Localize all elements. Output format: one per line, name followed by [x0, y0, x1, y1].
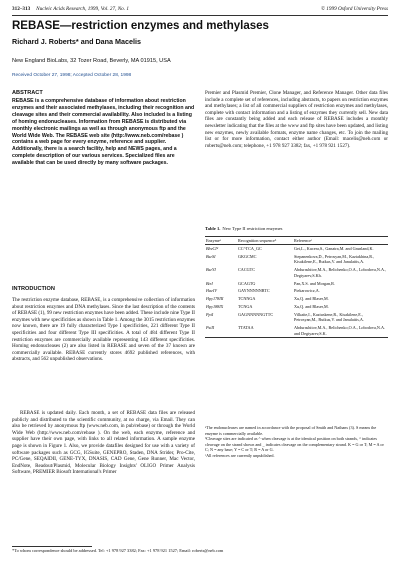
table-row	[205, 245, 388, 253]
recognition-sequence: TTATAA	[238, 325, 254, 331]
table-row	[205, 280, 388, 288]
reference: Xu,Q. and Blaser,M.	[294, 303, 329, 309]
table-row	[205, 324, 388, 338]
reference: Xu,Q. and Blaser,M.	[294, 296, 329, 302]
table-notes	[205, 425, 388, 458]
table-caption-text: New Type II restriction enzymes	[222, 226, 283, 231]
enzyme-name: Hpy178III	[206, 296, 224, 302]
abstract-text: REBASE is a comprehensive database of information about restriction enzymes and their associated methylases, including their recognition and cleavage sites and their commercial availability. Also included is a listing of homing endonucleases. Information from REBASE is distributed via monthly electronic mailings as well as through anonymous ftp and the World Wide Web. The REBASE web site (http://www.neb.com/rebase ) contains a web page for every enzyme, reference and supplier. Additionally, there is a search facility, help and NEWS pages, and a complete description of our various services. Specialized files are available that can be used directly by many software packages.	[12, 98, 195, 167]
right-column-paragraph: Premier and Plasmid Premier, Clone Manager, and Reference Manager. Other data files include a complete set of references, including abstracts, to papers on restriction enzymes and methylases; a list of all commercial suppliers of restriction enzymes and methylases, complete with contact information and a listing of enzymes they currently sell. New data files are constantly being added and each release of REBASE includes a monthly newsletter indicating that the files at the www and ftp sites have been updated, and listing new enzymes, newly available formats, enzyme name changes, etc. To join the mailing list or for more information, contact either author (Email: macelis@neb.com or roberts@neb.com; telephone, +1 978 927 3382; fax, +1 978 921 1527).	[205, 90, 388, 149]
recognition-sequence: CC^TCA_GC	[238, 246, 262, 252]
paper-authors: Richard J. Roberts* and Dana Macelis	[12, 37, 142, 46]
recognition-sequence: TCNGA	[238, 303, 253, 309]
recognition-sequence: GAGNNNNNGTTC	[238, 311, 274, 317]
recognition-sequence: GCAGTG	[238, 280, 256, 286]
reference: Vilkaite,I., Kaziuskene,R., Kisakilene,E., Petrosyan,M., Butkus,V. and Janulaitis,A.	[294, 311, 364, 323]
table-note: ᶜAll references are currently unpublished.	[205, 452, 275, 458]
reference: Stepanenkova,D., Petrosyan,M., Kaziakhina,R., Kisakilene,E., Butkus,V. and Janulaitis,A.	[294, 253, 375, 265]
table-caption	[205, 226, 282, 231]
enzyme-name: BtrI	[206, 280, 213, 286]
column-header-recognition-sequence: Recognition sequenceᵇ	[238, 238, 277, 243]
table-row	[205, 295, 388, 303]
introduction-paragraph-2: REBASE is updated daily. Each month, a set of REBASE data files are released publicly and distributed to the scientific community, at no charge, via Email. They can also be retrieved by anonymous ftp (www.neb.com, in pub/rebase) or through the World Wide Web (http://www.neb.com/rebase ). On the web, each enzyme, reference and supplier have their own page, with links to all related information. A sample enzyme page is shown in Figure 1. Also, we provide datafiles designed for use with a variety of software packages such as GCG, IGSuite, GENEPRO, Staden, DNA Strider, Pro-Cite, PC/Gene, SEQAIDII, GENE-TYX, DNASIS, CAD Gene, Gene Runner, Mac Vector, EndNote, Readout/Plasmid, Molecular Biology Insights' OLIGO Primer Analysis Software, PREMIER Biosoft International's Primer	[12, 410, 195, 476]
received-date: Received October 27, 1998; Accepted October 28, 1998	[12, 73, 132, 78]
table-header-row	[205, 237, 388, 245]
affiliation: New England BioLabs, 32 Tozer Road, Beverly, MA 01915, USA	[12, 58, 171, 64]
table-row	[205, 266, 388, 279]
enzyme-name: HaeIV	[206, 288, 217, 294]
abstract-heading: ABSTRACT	[12, 90, 43, 96]
enzyme-name: BseSI	[206, 253, 216, 259]
enzyme-table	[205, 236, 388, 338]
recognition-sequence: TCNNGA	[238, 296, 256, 302]
header-pages: 312–313	[12, 6, 31, 12]
header-copyright: © 1999 Oxford University Press	[321, 6, 388, 12]
correspondence-footnote: *To whom correspondence should be addressed. Tel: +1 978 927 3382; Fax: +1 978 921 1527; Email: roberts@neb.com	[12, 548, 224, 553]
footnote-rule	[12, 546, 92, 547]
table-row	[205, 303, 388, 311]
recognition-sequence: GAYNNNNNRTC	[238, 288, 270, 294]
reference: Pan,X.S. and Morgan,R.	[294, 280, 335, 286]
reference: Piekarowicz,A.	[294, 288, 320, 294]
table-caption-label: Table 1.	[205, 226, 221, 231]
reference: Abdurashitov,M.A., Belichenko,O.A., Lobodova,N.A. and Degtyarev,S.K.	[294, 325, 386, 336]
table-row	[205, 287, 388, 295]
introduction-heading: INTRODUCTION	[12, 286, 55, 292]
header-journal: Nucleic Acids Research, 1999, Vol. 27, No. 1	[36, 6, 129, 12]
header-rule	[12, 15, 388, 16]
header-citation	[12, 6, 129, 12]
table-row	[205, 311, 388, 324]
reference: Abdurashitov,M.A., Belichenko,O.A., Lobodova,N.A., Degtyarev,S.Kh.	[294, 267, 387, 278]
column-header-enzyme: Enzymeᵃ	[206, 238, 221, 243]
table-note: ᵇCleavage sites are indicated as ^ when cleavage is at the identical position on both strands, ^ indicates cleavage on the strand shown and _ indicates cleavage on the complementary strand. K = G or T; M = A or C; N = any base; Y = C or T; R = A or G.	[205, 436, 384, 452]
enzyme-name: Hpy188IX	[206, 303, 224, 309]
recognition-sequence: CACGTC	[238, 267, 255, 273]
enzyme-name: BseYI	[206, 267, 216, 273]
column-header-reference: Referenceᶜ	[294, 238, 313, 243]
table-row	[205, 253, 388, 266]
paper-title: REBASE—restriction enzymes and methylases	[12, 20, 269, 32]
enzyme-name: PsiII	[206, 325, 215, 331]
reference: Gei,L., Kucera,S., Ganatra,M. and Grunland,K.	[294, 246, 374, 252]
introduction-paragraph-1: The restriction enzyme database, REBASE, is a comprehensive collection of information about restriction enzymes and DNA methylases. Since the last description of the contents of REBASE (1), 99 new restriction enzymes have been added. These include nine Type II enzymes with new specificities as shown in Table 1. Among the 3015 restriction enzymes now known, there are 19 fully characterized Type I specificities, 221 different Type II specificities and four different Type III specificities. A total of 484 different Type II restriction enzymes are commercially available representing 143 different specificities. Homing endonucleases (2) are also listed in REBASE and seven of the 37 known are commercially available. REBASE currently stores 4692 published references, with abstracts, and 562 unpublished observations.	[12, 297, 195, 363]
recognition-sequence: GKGCMC	[238, 253, 257, 259]
enzyme-name: PpiI	[206, 311, 214, 317]
table-note: ᵃThe endonucleases are named in accordance with the proposal of Smith and Nathans (3). S means the enzyme is commercially available.	[205, 425, 377, 436]
enzyme-name: BbvCIᵈ	[206, 246, 218, 252]
